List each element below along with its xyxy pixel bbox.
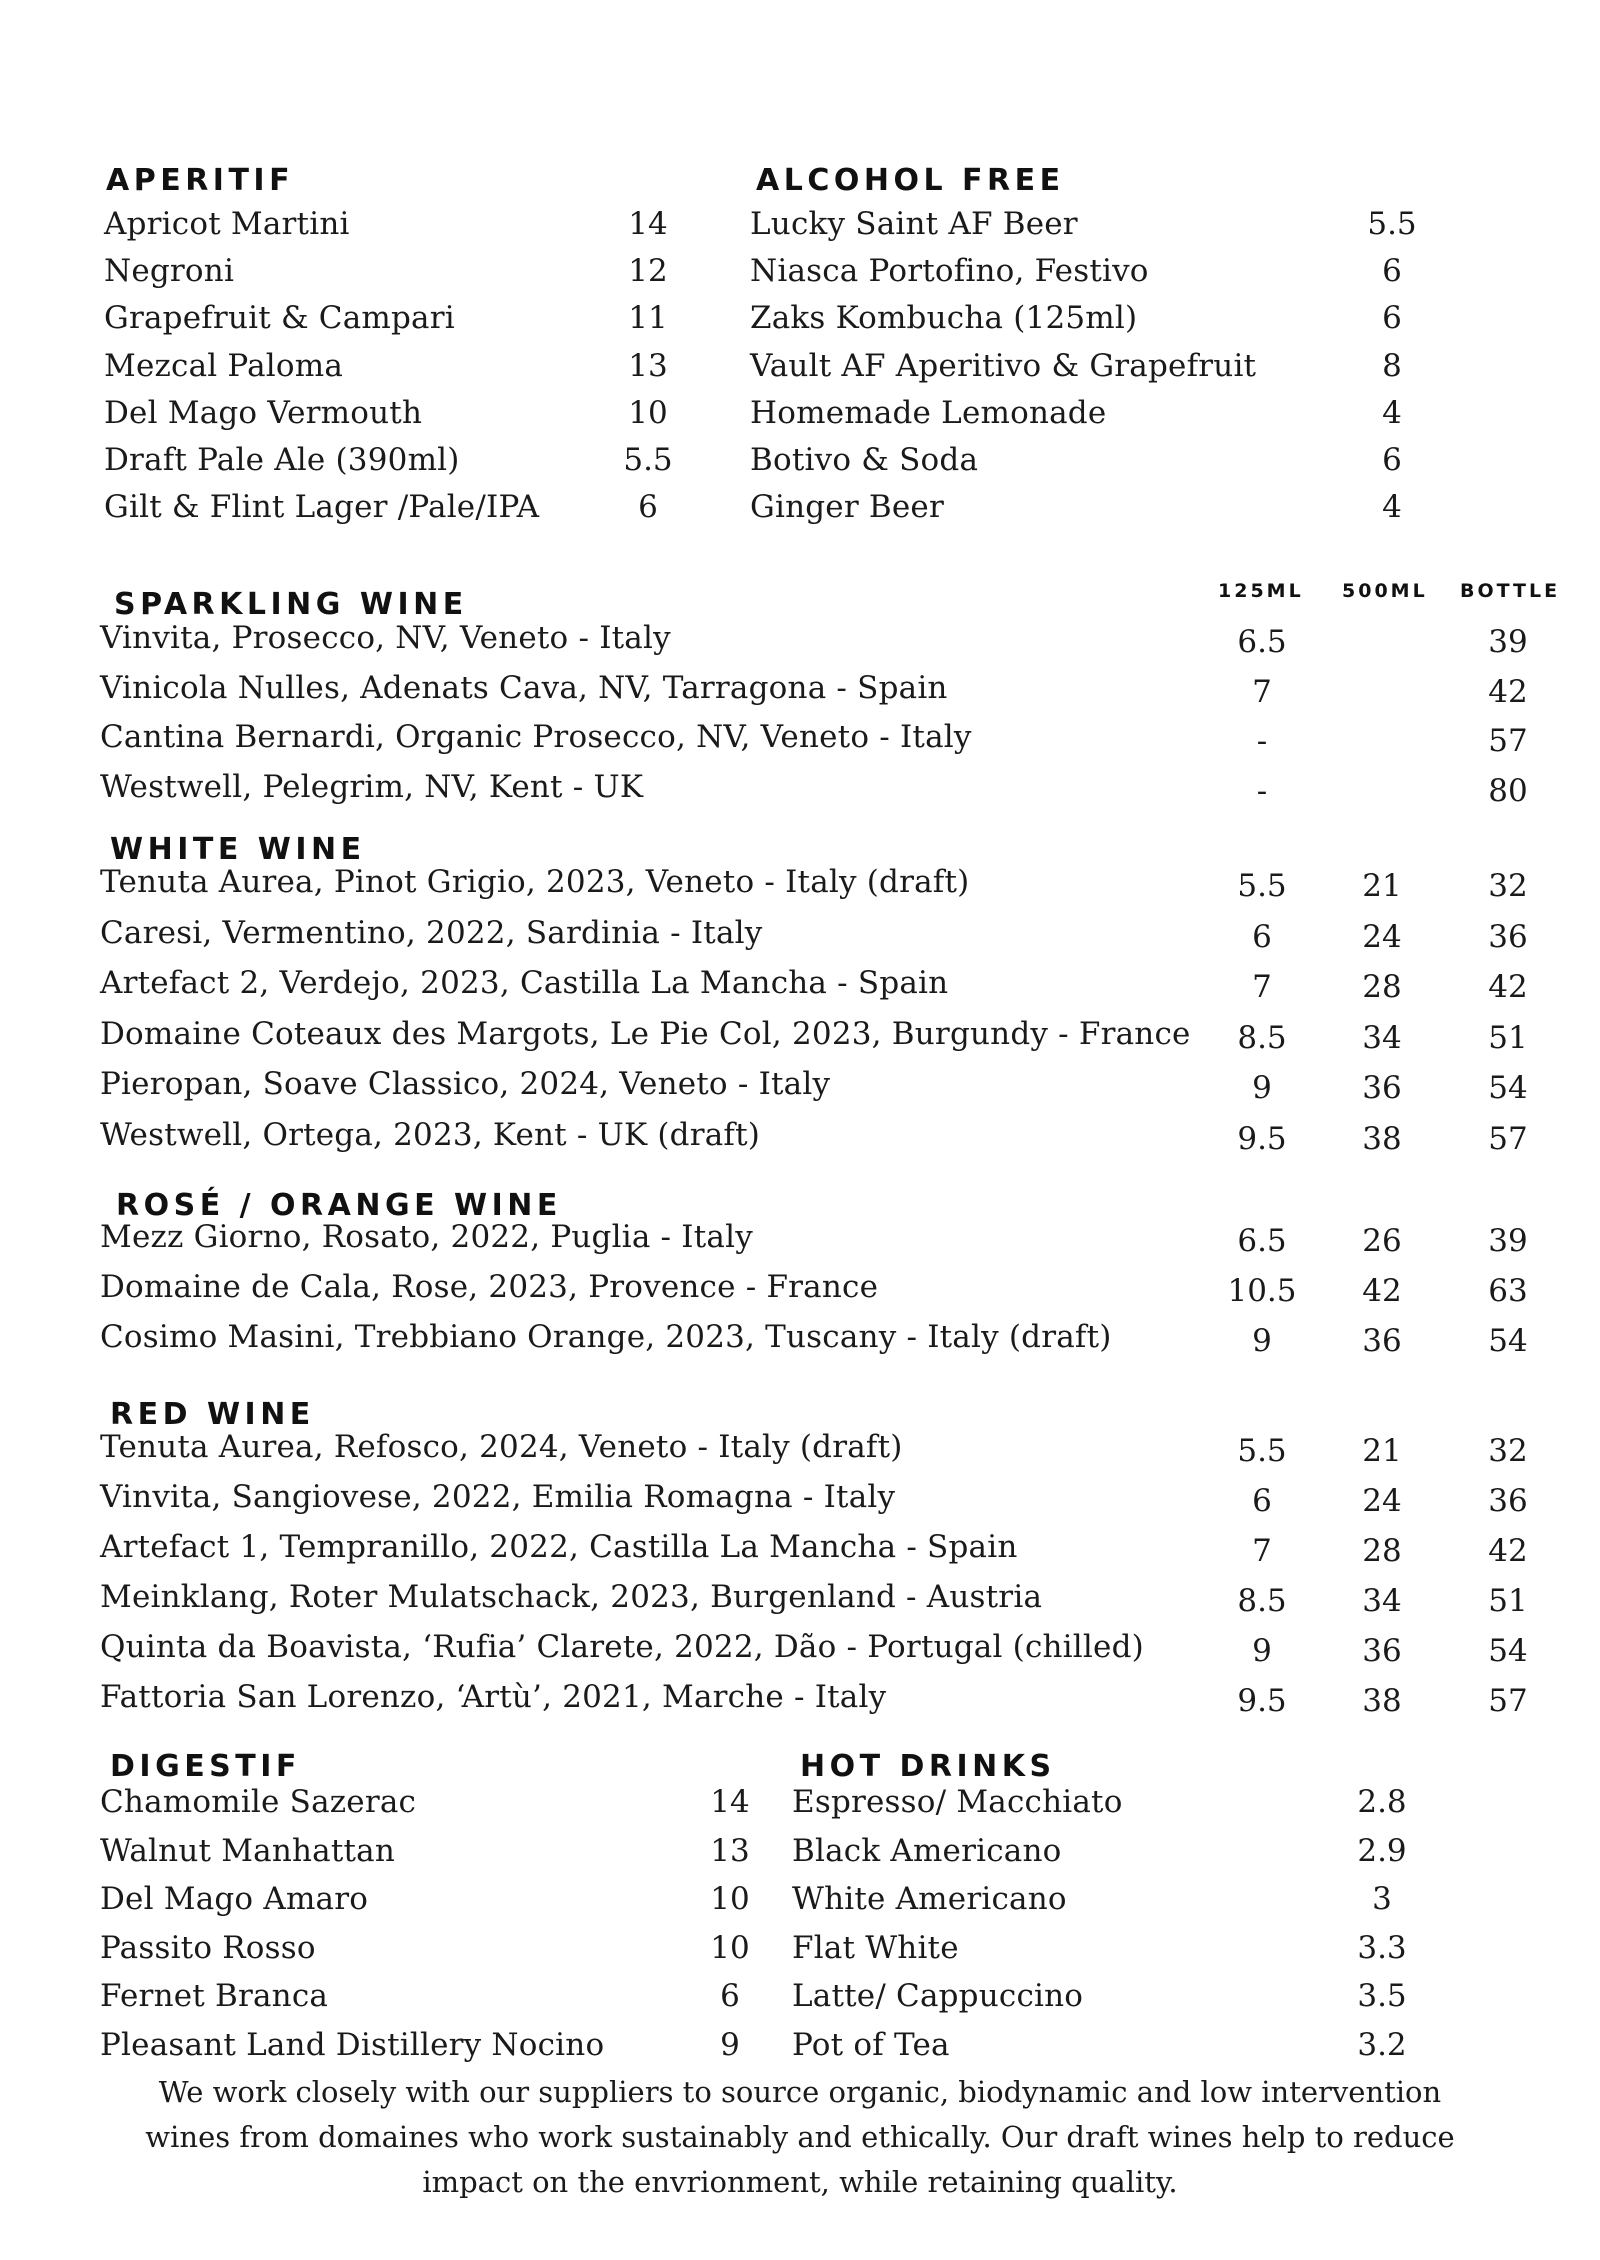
- menu-item-name: Negroni: [104, 253, 235, 290]
- wine-price-ml500: 34: [1362, 1019, 1402, 1056]
- wine-name: Westwell, Ortega, 2023, Kent - UK (draft): [100, 1116, 761, 1153]
- wine-name: Artefact 1, Tempranillo, 2022, Castilla La Mancha - Spain: [100, 1529, 1018, 1565]
- wine-price-ml125: 8.5: [1237, 1019, 1287, 1056]
- wine-name: Cantina Bernardi, Organic Prosecco, NV, Veneto - Italy: [100, 719, 972, 755]
- menu-item-name: Lucky Saint AF Beer: [750, 206, 1078, 242]
- menu-item-name: Black Americano: [792, 1832, 1062, 1869]
- wine-price-bottle: 54: [1488, 1070, 1528, 1106]
- menu-item-price: 10: [628, 394, 668, 431]
- menu-item-name: Espresso/ Macchiato: [792, 1784, 1123, 1820]
- wine-price-ml500: 36: [1362, 1633, 1402, 1669]
- red-heading: RED WINE: [110, 1397, 315, 1432]
- wine-name: Pieropan, Soave Classico, 2024, Veneto - Italy: [100, 1066, 831, 1102]
- menu-item-price: 4: [1382, 489, 1402, 526]
- wine-name: Vinvita, Prosecco, NV, Veneto - Italy: [100, 620, 671, 656]
- wine-price-ml125: 7: [1252, 1533, 1272, 1569]
- wine-price-ml125: 7: [1252, 969, 1272, 1005]
- wine-price-bottle: 57: [1488, 1120, 1528, 1157]
- wine-price-bottle: 57: [1488, 1683, 1528, 1719]
- wine-price-ml125: 9: [1252, 1323, 1272, 1359]
- wine-price-ml125: 9: [1252, 1070, 1272, 1106]
- menu-item-name: Pot of Tea: [792, 2027, 950, 2063]
- menu-item-name: Draft Pale Ale (390ml): [104, 442, 460, 478]
- wine-price-bottle: 54: [1488, 1633, 1528, 1669]
- wine-price-ml500: 21: [1362, 1433, 1402, 1469]
- menu-item-name: Del Mago Amaro: [100, 1881, 369, 1918]
- menu-item-price: 14: [710, 1784, 750, 1820]
- menu-item-price: 10: [710, 1881, 750, 1918]
- menu-item-price: 2.8: [1357, 1784, 1407, 1820]
- wine-price-ml500: 28: [1362, 1533, 1402, 1569]
- menu-item-price: 3.3: [1357, 1929, 1407, 1966]
- menu-item-name: Ginger Beer: [750, 489, 944, 526]
- wine-price-ml125: 9.5: [1237, 1683, 1287, 1719]
- wine-price-ml500: 38: [1362, 1683, 1402, 1719]
- wine-price-ml500: 21: [1362, 868, 1402, 904]
- wine-price-bottle: 51: [1488, 1583, 1528, 1619]
- menu-item-price: 11: [628, 300, 668, 337]
- wine-name: Westwell, Pelegrim, NV, Kent - UK: [100, 768, 644, 805]
- wine-name: Mezz Giorno, Rosato, 2022, Puglia - Italy: [100, 1219, 753, 1255]
- wine-price-bottle: 51: [1488, 1019, 1528, 1056]
- wine-price-ml500: 38: [1362, 1120, 1402, 1157]
- menu-item-price: 2.9: [1357, 1832, 1407, 1869]
- menu-item-name: Apricot Martini: [104, 206, 350, 242]
- wine-price-bottle: 32: [1488, 868, 1528, 904]
- menu-item-name: Zaks Kombucha (125ml): [750, 300, 1138, 337]
- wine-price-ml500: 24: [1362, 1483, 1402, 1519]
- menu-item-price: 6: [1382, 300, 1402, 337]
- menu-item-price: 8: [1382, 347, 1402, 384]
- col-500ml: 500ML: [1342, 580, 1428, 602]
- wine-price-ml125: 6: [1252, 918, 1272, 955]
- sparkling-heading: SPARKLING WINE: [114, 587, 468, 622]
- wine-price-bottle: 39: [1488, 1223, 1528, 1259]
- wine-price-ml125: 10.5: [1227, 1273, 1297, 1309]
- wine-price-bottle: 39: [1488, 624, 1528, 660]
- alcohol-free-heading: ALCOHOL FREE: [756, 163, 1065, 198]
- wine-price-ml125: 9: [1252, 1633, 1272, 1669]
- wine-price-bottle: 57: [1488, 723, 1528, 759]
- footer-line: impact on the envrionment, while retaining quality.: [422, 2165, 1178, 2199]
- wine-name: Artefact 2, Verdejo, 2023, Castilla La Mancha - Spain: [100, 965, 949, 1001]
- menu-item-name: Mezcal Paloma: [104, 347, 344, 384]
- menu-item-price: 3.2: [1357, 2027, 1407, 2063]
- menu-item-price: 9: [720, 2027, 740, 2063]
- wine-name: Tenuta Aurea, Pinot Grigio, 2023, Veneto - Italy (draft): [100, 864, 970, 900]
- menu-item-price: 13: [710, 1832, 750, 1869]
- menu-item-name: Niasca Portofino, Festivo: [750, 253, 1149, 290]
- menu-item-price: 4: [1382, 394, 1402, 431]
- menu-item-price: 13: [628, 347, 668, 384]
- menu-item-price: 6: [1382, 253, 1402, 290]
- wine-name: Meinklang, Roter Mulatschack, 2023, Burgenland - Austria: [100, 1579, 1043, 1615]
- menu-item-price: 3: [1372, 1881, 1392, 1918]
- footer-note: [100, 2070, 1500, 2205]
- col-125ml: 125ML: [1218, 580, 1304, 602]
- wine-price-ml125: 8.5: [1237, 1583, 1287, 1619]
- wine-price-ml500: 36: [1362, 1070, 1402, 1106]
- menu-item-name: Vault AF Aperitivo & Grapefruit: [750, 347, 1257, 384]
- menu-item-price: 3.5: [1357, 1978, 1407, 2015]
- wine-price-bottle: 42: [1488, 1533, 1528, 1569]
- wine-price-ml125: 5.5: [1237, 1433, 1287, 1469]
- wine-price-bottle: 42: [1488, 673, 1528, 710]
- menu-item-price: 14: [628, 206, 668, 242]
- wine-price-ml125: 6.5: [1237, 624, 1287, 660]
- menu-item-price: 6: [1382, 442, 1402, 478]
- menu-item-price: 6: [638, 489, 658, 526]
- wine-price-ml125: 5.5: [1237, 868, 1287, 904]
- menu-item-price: 5.5: [1367, 206, 1417, 242]
- menu-item-name: Flat White: [792, 1929, 959, 1966]
- menu-item-price: 12: [628, 253, 668, 290]
- wine-price-ml500: 34: [1362, 1583, 1402, 1619]
- rose-heading: ROSÉ / ORANGE WINE: [116, 1188, 562, 1223]
- wine-price-ml500: 36: [1362, 1323, 1402, 1359]
- wine-name: Domaine de Cala, Rose, 2023, Provence - France: [100, 1269, 879, 1305]
- menu-item-name: Walnut Manhattan: [100, 1832, 396, 1869]
- wine-name: Fattoria San Lorenzo, ‘Artù’, 2021, Marche - Italy: [100, 1679, 887, 1715]
- menu-item-name: Chamomile Sazerac: [100, 1784, 417, 1820]
- wine-price-bottle: 36: [1488, 1483, 1528, 1519]
- wine-price-bottle: 54: [1488, 1323, 1528, 1359]
- menu-item-price: 6: [720, 1978, 740, 2015]
- wine-price-ml500: 42: [1362, 1273, 1402, 1309]
- wine-price-bottle: 36: [1488, 918, 1528, 955]
- menu-item-price: 10: [710, 1929, 750, 1966]
- menu-item-name: Fernet Branca: [100, 1978, 329, 2015]
- wine-price-ml125: 9.5: [1237, 1120, 1287, 1157]
- menu-item-name: Del Mago Vermouth: [104, 394, 423, 431]
- wine-price-ml125: 6.5: [1237, 1223, 1287, 1259]
- col-bottle: BOTTLE: [1460, 580, 1561, 602]
- wine-price-bottle: 80: [1488, 772, 1528, 809]
- wine-name: Vinicola Nulles, Adenats Cava, NV, Tarragona - Spain: [100, 669, 948, 706]
- wine-price-bottle: 32: [1488, 1433, 1528, 1469]
- wine-name: Quinta da Boavista, ‘Rufia’ Clarete, 2022, Dão - Portugal (chilled): [100, 1629, 1144, 1665]
- wine-price-bottle: 42: [1488, 969, 1528, 1005]
- menu-item-name: Botivo & Soda: [750, 442, 979, 478]
- wine-price-ml125: -: [1256, 772, 1268, 809]
- wine-price-ml500: 26: [1362, 1223, 1402, 1259]
- wine-name: Tenuta Aurea, Refosco, 2024, Veneto - Italy (draft): [100, 1429, 903, 1465]
- wine-name: Caresi, Vermentino, 2022, Sardinia - Italy: [100, 914, 763, 951]
- menu-item-name: Pleasant Land Distillery Nocino: [100, 2027, 605, 2063]
- hot-drinks-heading: HOT DRINKS: [800, 1749, 1056, 1784]
- wine-price-ml125: 6: [1252, 1483, 1272, 1519]
- menu-item-price: 5.5: [623, 442, 673, 478]
- wine-price-ml125: -: [1256, 723, 1268, 759]
- wine-name: Cosimo Masini, Trebbiano Orange, 2023, Tuscany - Italy (draft): [100, 1319, 1112, 1355]
- wine-price-bottle: 63: [1488, 1273, 1528, 1309]
- menu-item-name: Latte/ Cappuccino: [792, 1978, 1084, 2015]
- digestif-heading: DIGESTIF: [110, 1749, 301, 1784]
- menu-item-name: Grapefruit & Campari: [104, 300, 455, 337]
- footer-line: wines from domaines who work sustainably and ethically. Our draft wines help to reduce: [145, 2120, 1455, 2154]
- menu-item-name: White Americano: [792, 1881, 1067, 1918]
- wine-price-ml500: 24: [1362, 918, 1402, 955]
- menu-item-name: Passito Rosso: [100, 1929, 316, 1966]
- wine-price-ml125: 7: [1252, 673, 1272, 710]
- wine-price-ml500: 28: [1362, 969, 1402, 1005]
- wine-name: Domaine Coteaux des Margots, Le Pie Col, 2023, Burgundy - France: [100, 1015, 1191, 1052]
- footer-line: We work closely with our suppliers to source organic, biodynamic and low intervention: [158, 2075, 1442, 2109]
- white-heading: WHITE WINE: [110, 832, 366, 867]
- aperitif-heading: APERITIF: [106, 163, 295, 198]
- menu-item-name: Homemade Lemonade: [750, 394, 1107, 431]
- menu-item-name: Gilt & Flint Lager /Pale/IPA: [104, 489, 540, 526]
- wine-name: Vinvita, Sangiovese, 2022, Emilia Romagna - Italy: [100, 1479, 896, 1515]
